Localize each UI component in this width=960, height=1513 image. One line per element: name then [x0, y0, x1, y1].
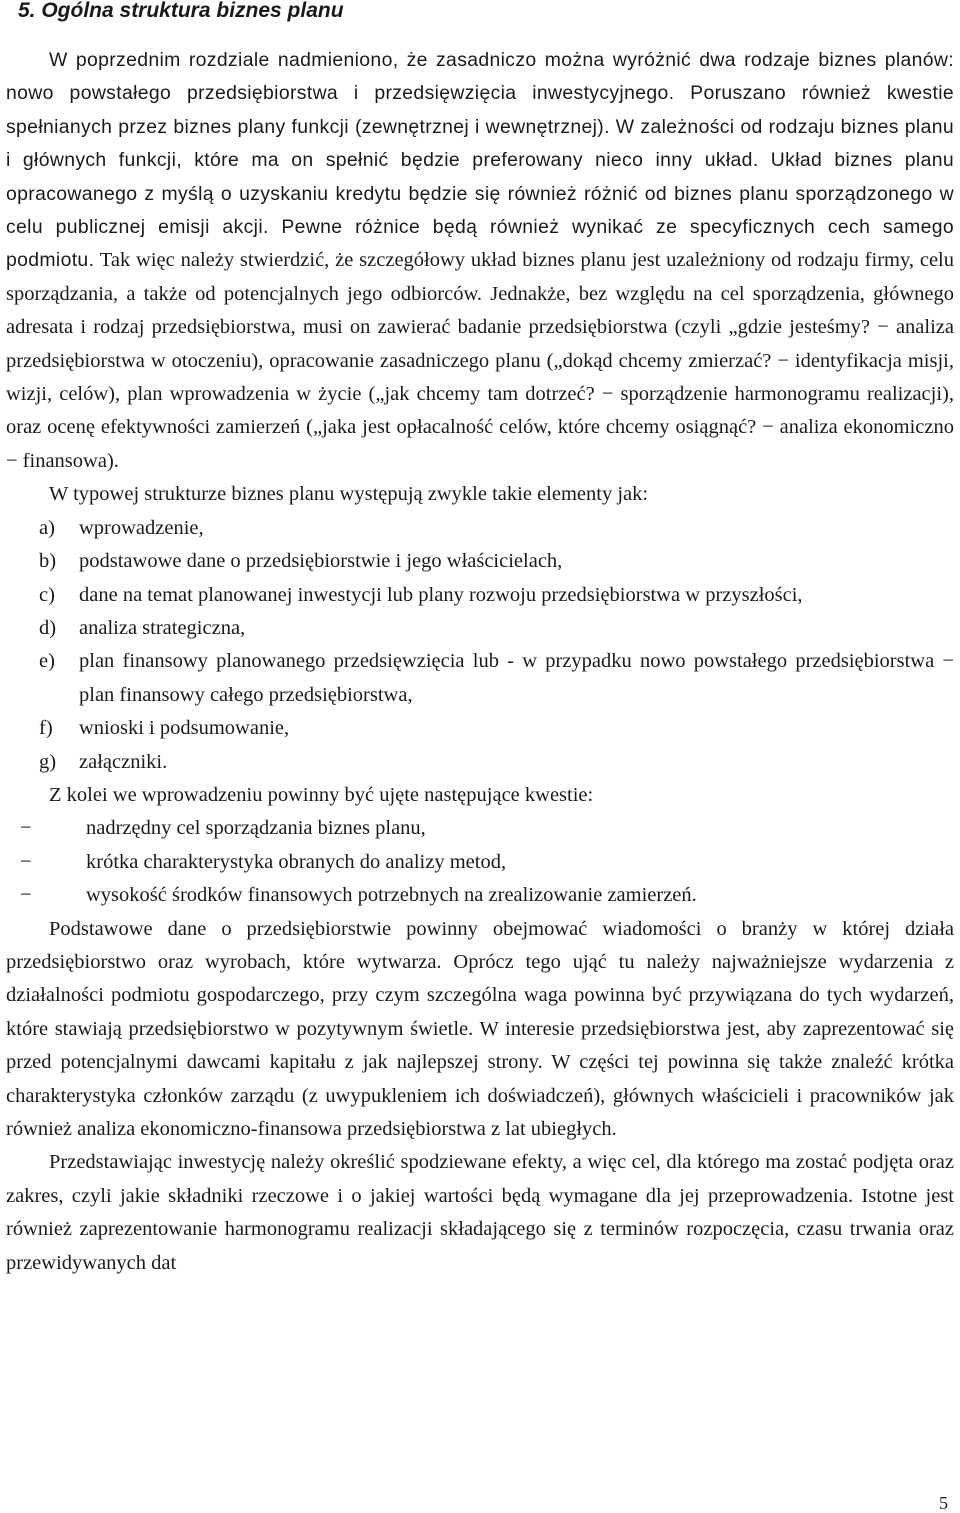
list-item [6, 712, 954, 745]
list-item-marker: c) [39, 583, 55, 606]
intro-paragraph-part1: W poprzednim rozdziale nadmieniono, że zasadniczo można wyróżnić dwa rodzaje biznes planów: nowo powstałego przedsiębiorstwa i przedsięwzięcia inwestycyjnego. Poruszano również kwestie spełnianych przez biznes plany funkcji (zewnętrznej i wewnętrznej). W zależności od rodzaju biznes planu i głównych funkcji, które ma on spełnić będzie preferowany nieco inny układ. Układ biznes planu opracowanego z myślą o uzyskaniu kredytu będzie się również różnić od biznes planu sporządzonego w celu publicznej emisji akcji. Pewne różnice będą również wynikać ze specyficznych cech samego podmiotu. [6, 49, 954, 272]
dash-marker: − [20, 850, 32, 873]
list-item-marker: e) [39, 650, 55, 673]
list-item-text: wprowadzenie, [79, 516, 204, 539]
elements-list [6, 512, 954, 779]
list-item [6, 879, 954, 912]
basic-data-paragraph: Podstawowe dane o przedsiębiorstwie powinny obejmować wiadomości o branży w której działa przedsiębiorstwo oraz wyrobach, które wytwarza. Oprócz tego ująć tu należy najważniejsze wydarzenia z działalności podmiotu gospodarczego, przy czym szczególna waga powinna być przywiązana do tych wydarzeń, które stawiają przedsiębiorstwo w pozytywnym świetle. W interesie przedsiębiorstwa jest, aby zaprezentować się przed potencjalnymi dawcami kapitału z jak najlepszej strony. W części tej powinna się także znaleźć krótka charakterystyka członków zarządu (z uwypukleniem ich doświadczeń), głównych właścicieli i pracowników jak również analiza ekonomiczno-finansowa przedsiębiorstwa z lat ubiegłych. [6, 917, 954, 1140]
issues-list [6, 812, 954, 912]
list-item-text: załączniki. [79, 750, 168, 773]
list-item [6, 612, 954, 645]
list-item-text: plan finansowy planowanego przedsięwzięcia lub - w przypadku nowo powstałego przedsiębiorstwa − plan finansowy całego przedsiębiorstwa, [79, 650, 954, 706]
list-item [6, 746, 954, 779]
list-item-text: analiza strategiczna, [79, 616, 246, 639]
section-heading: 5. Ogólna struktura biznes planu [18, 0, 344, 22]
list-item-marker: g) [39, 750, 57, 773]
page-number: 5 [939, 1493, 948, 1513]
list-item-text: nadrzędny cel sporządzania biznes planu, [86, 817, 426, 840]
list-item-text: krótka charakterystyka obranych do analizy metod, [86, 850, 507, 873]
list-item [6, 645, 954, 712]
investment-paragraph: Przedstawiając inwestycję należy określić spodziewane efekty, a więc cel, dla którego ma zostać podjęta oraz zakres, czyli jakie składniki rzeczowe i o jakiej wartości będą wymagane dla jej przeprowadzenia. Istotne jest również zaprezentowanie harmonogramu realizacji składającego się z terminów rozpoczęcia, czasu trwania oraz przewidywanych dat [6, 1151, 954, 1274]
list-item-marker: b) [39, 550, 57, 573]
intro-paragraph [6, 44, 954, 478]
list-item-text: podstawowe dane o przedsiębiorstwie i jego właścicielach, [79, 550, 563, 573]
elements-lead-paragraph: W typowej strukturze biznes planu występują zwykle takie elementy jak: [49, 483, 649, 506]
intro-paragraph-part2: Tak więc należy stwierdzić, że szczegółowy układ biznes planu jest uzależniony od rodzaju firmy, celu sporządzania, a także od potencjalnych jego odbiorców. Jednakże, bez względu na cel sporządzenia, głównego adresata i rodzaj przedsiębiorstwa, musi on zawierać badanie przedsiębiorstwa (czyli „gdzie jesteśmy? − analiza przedsiębiorstwa w otoczeniu), opracowanie zasadniczego planu („dokąd chcemy zmierzać? − identyfikacja misji, wizji, celów), plan wprowadzenia w życie („jak chcemy tam dotrzeć? − sporządzenie harmonogramu realizacji), oraz ocenę efektywności zamierzeń („jaka jest opłacalność celów, które chcemy osiągnąć? − analiza ekonomiczno − finansowa). [6, 249, 954, 472]
list-item-marker: d) [39, 616, 57, 639]
list-item-text: dane na temat planowanej inwestycji lub plany rozwoju przedsiębiorstwa w przyszłości, [79, 583, 803, 606]
list-item-text: wnioski i podsumowanie, [79, 717, 290, 740]
issues-lead-paragraph: Z kolei we wprowadzeniu powinny być ujęte następujące kwestie: [49, 783, 594, 806]
dash-marker: − [20, 817, 32, 840]
dash-marker: − [20, 884, 32, 907]
list-item [6, 512, 954, 545]
list-item [6, 846, 954, 879]
list-item [6, 812, 954, 845]
document-body [6, 44, 954, 1280]
list-item-marker: f) [39, 717, 53, 740]
list-item [6, 579, 954, 612]
list-item [6, 545, 954, 578]
list-item-marker: a) [39, 516, 55, 539]
list-item-text: wysokość środków finansowych potrzebnych na zrealizowanie zamierzeń. [86, 884, 697, 907]
